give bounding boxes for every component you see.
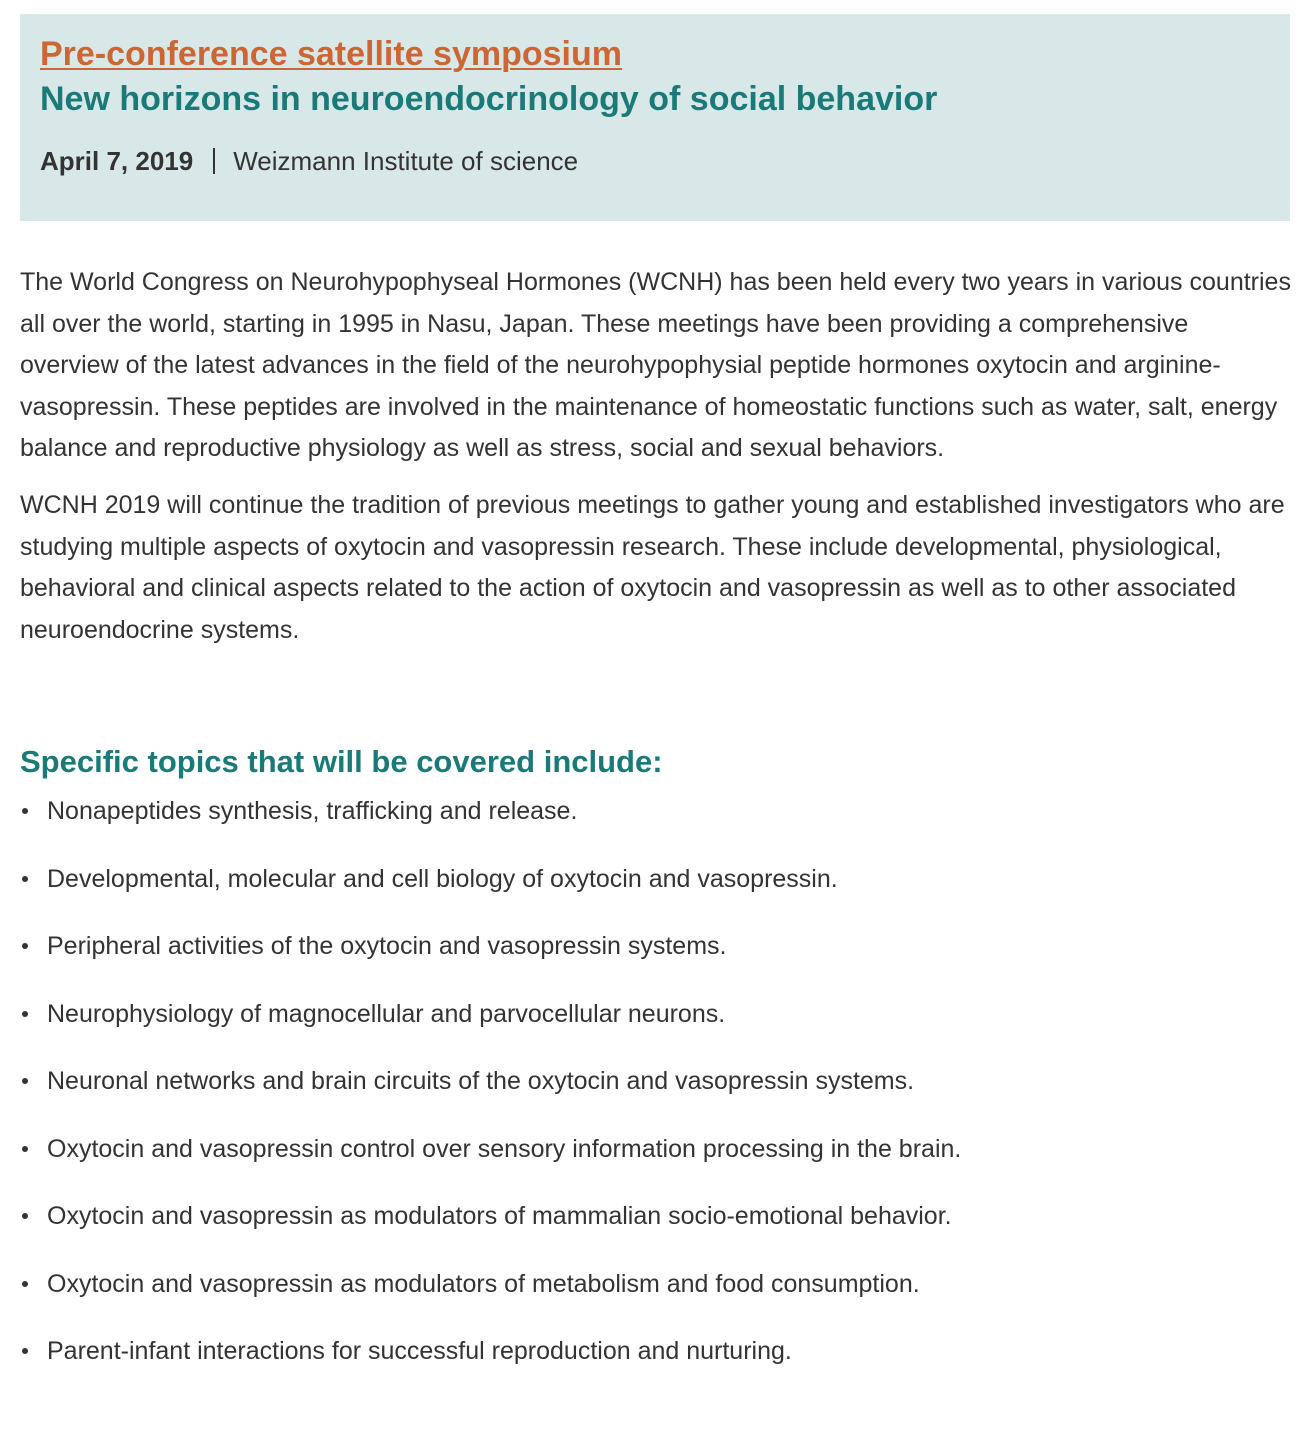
bullet-icon — [22, 808, 28, 814]
symposium-link[interactable]: Pre-conference satellite symposium — [40, 35, 623, 73]
list-item — [20, 1063, 1290, 1099]
list-item — [20, 928, 1290, 964]
list-item-text: Parent-infant interactions for successful reproduction and nurturing. — [47, 1337, 792, 1365]
bullet-icon — [22, 1281, 28, 1287]
bullet-icon — [22, 876, 28, 882]
list-item — [20, 1333, 1290, 1369]
event-banner — [20, 14, 1290, 221]
list-item-text: Neuronal networks and brain circuits of the oxytocin and vasopressin systems. — [47, 1067, 915, 1095]
list-item-text: Developmental, molecular and cell biology of oxytocin and vasopressin. — [47, 864, 838, 893]
list-item — [20, 793, 1290, 829]
intro-section — [20, 262, 1292, 651]
page-title: New horizons in neuroendocrinology of social behavior — [40, 80, 938, 118]
list-item-text: Oxytocin and vasopressin as modulators of mammalian socio-emotional behavior. — [47, 1202, 952, 1230]
list-item-text: Oxytocin and vasopressin control over sensory information processing in the brain. — [47, 1134, 962, 1163]
list-item — [20, 1198, 1290, 1234]
event-venue: Weizmann Institute of science — [233, 146, 579, 176]
bullet-icon — [22, 1078, 28, 1084]
list-item-text: Peripheral activities of the oxytocin and vasopressin systems. — [47, 932, 727, 960]
bullet-icon — [22, 1348, 28, 1354]
event-meta — [40, 146, 1270, 176]
topics-heading: Specific topics that will be covered include: — [20, 744, 663, 779]
intro-paragraph: WCNH 2019 will continue the tradition of previous meetings to gather young and established investigators who are studying multiple aspects of oxytocin and vasopressin research. These include developmental, physiological, behavioral and clinical aspects related to the action of oxytocin and vasopressin as well as to other associated neuroendocrine systems. — [20, 490, 1285, 644]
meta-divider — [213, 148, 215, 174]
bullet-icon — [22, 943, 28, 949]
list-item — [20, 996, 1290, 1032]
event-date: April 7, 2019 — [40, 146, 194, 176]
bullet-icon — [22, 1146, 28, 1152]
bullet-icon — [22, 1213, 28, 1219]
list-item — [20, 861, 1290, 897]
list-item-text: Nonapeptides synthesis, trafficking and release. — [47, 797, 578, 825]
list-item — [20, 1266, 1290, 1302]
list-item — [20, 1131, 1290, 1167]
bullet-icon — [22, 1011, 28, 1017]
list-item-text: Oxytocin and vasopressin as modulators of metabolism and food consumption. — [47, 1269, 920, 1298]
list-item-text: Neurophysiology of magnocellular and parvocellular neurons. — [47, 999, 726, 1028]
topics-list — [20, 793, 1290, 1401]
intro-paragraph: The World Congress on Neurohypophyseal Hormones (WCNH) has been held every two years in various countries all over the world, starting in 1995 in Nasu, Japan. These meetings have been providing a comprehensive overview of the latest advances in the field of the neurohypophysial peptide hormones oxytocin and arginine-vasopressin. These peptides are involved in the maintenance of homeostatic functions such as water, salt, energy balance and reproductive physiology as well as stress, social and sexual behaviors. — [20, 268, 1291, 463]
